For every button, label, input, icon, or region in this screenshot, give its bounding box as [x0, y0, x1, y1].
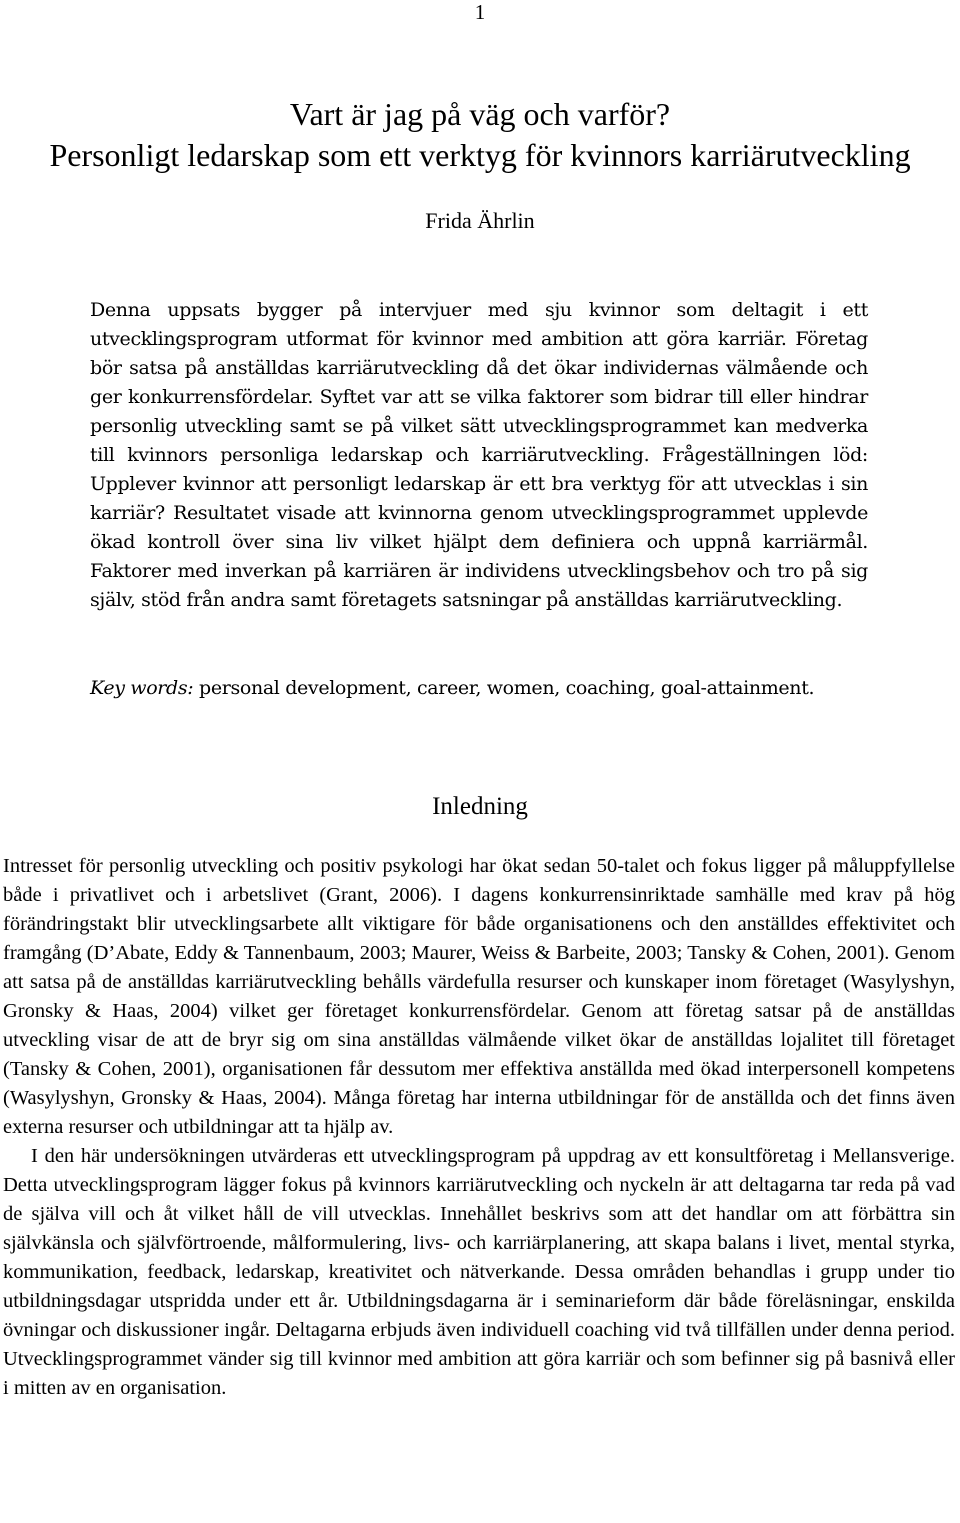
body-paragraph: I den här undersökningen utvärderas ett utvecklingsprogram på uppdrag av ett konsultföretag i Mellansverige. Detta utvecklingsprogram lägger fokus på kvinnors karriärutveckling och nyckeln är att deltagarna tar reda på vad de själva vill och åt vilket håll de vill utvecklas. Innehållet beskrivs som att det handlar om att förbättra sin självkänsla och självförtroende, målformulering, livs- och karriärplanering, att skapa balans i livet, mental styrka, kommunikation, feedback, ledarskap, kreativitet och nätverkande. Dessa områden behandlas i grupp under tio utbildningsdagar utspridda under ett år. Utbildningsdagarna är i seminarieform där både föreläsningar, enskilda övningar och diskussioner ingår. Deltagarna erbjuds även individuell coaching vid två tillfällen under denna period. Utvecklingsprogrammet vänder sig till kvinnor med ambition att göra karriär och som befinner sig på basnivå eller i mitten av en organisation. [3, 1145, 955, 1399]
section-body [3, 852, 955, 1403]
keywords-text: personal development, career, women, coaching, goal-attainment. [199, 677, 815, 699]
paper-subtitle: Personligt ledarskap som ett verktyg för kvinnors karriärutveckling [49, 137, 911, 173]
page-number: 1 [474, 0, 486, 24]
body-paragraph: Intresset för personlig utveckling och positiv psykologi har ökat sedan 50-talet och fokus ligger på måluppfyllelse både i privatlivet och i arbetslivet (Grant, 2006). I dagens konkurrensinriktade samhälle med krav på hög förändringstakt blir utvecklingsarbete allt viktigare för både organisationens och den anställdes effektivitet och framgång (D’Abate, Eddy & Tannenbaum, 2003; Maurer, Weiss & Barbeite, 2003; Tansky & Cohen, 2001). Genom att satsa på de anställdas karriärutveckling behålls värdefulla resurser och kunskaper inom företaget (Wasylyshyn, Gronsky & Haas, 2004) vilket ger företaget konkurrensfördelar. Genom att företag satsar på de anställdas utveckling visar de att de bryr sig om sina anställdas välmående vilket ökar de anställdas lojalitet till företaget (Tansky & Cohen, 2001), organisationen får dessutom mer effektiva anställda med ökad interpersonell kompetens (Wasylyshyn, Gronsky & Haas, 2004). Många företag har interna utbildningar för de anställda och det finns även externa resurser och utbildningar att ta hjälp av. [3, 855, 955, 1138]
author-name: Frida Ährlin [425, 208, 535, 233]
abstract: Denna uppsats bygger på intervjuer med sju kvinnor som deltagit i ett utvecklingsprogram utformat för kvinnor med ambition att göra karriär. Företag bör satsa på anställdas karriärutveckling då det ökar individernas välmående och ger konkurrensfördelar. Syftet var att se vilka faktorer som bidrar till eller hindrar personlig utveckling samt se på vilket sätt utvecklingsprogrammet kan medverka till kvinnors personliga ledarskap och karriärutveckling. Frågeställningen löd: Upplever kvinnor att personligt ledarskap är ett bra verktyg för att utvecklas i sin karriär? Resultatet visade att kvinnorna genom utvecklingsprogrammet upplevde ökad kontroll över sina liv vilket hjälpt dem definiera och uppnå karriärmål. Faktorer med inverkan på karriären är individens utvecklingsbehov och tro på sig själv, stöd från andra samt företagets satsningar på anställdas karriärutveckling. [90, 299, 868, 611]
paper-title: Vart är jag på väg och varför? [289, 96, 671, 132]
keywords [90, 674, 868, 703]
section-heading: Inledning [432, 793, 528, 820]
keywords-label: Key words: [90, 677, 194, 699]
